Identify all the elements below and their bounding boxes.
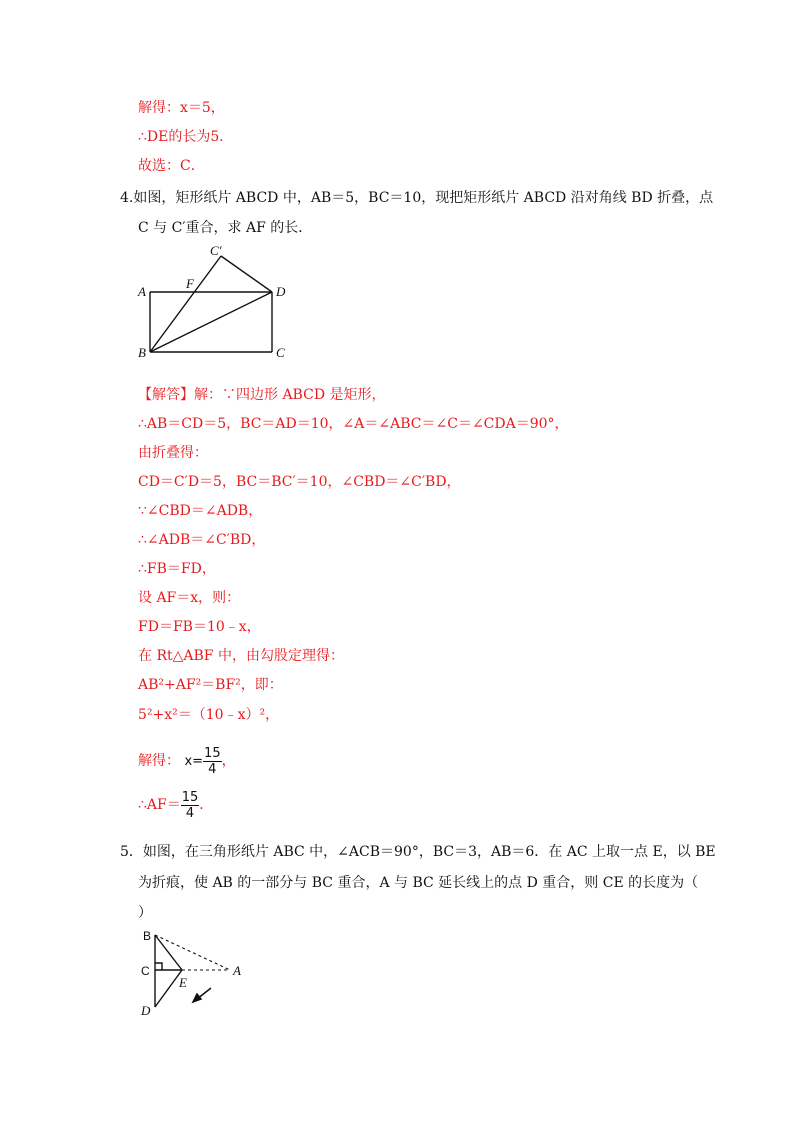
q4-stem-line-1: 4.如图，矩形纸片 ABCD 中，AB＝5，BC＝10，现把矩形纸片 ABCD 沿对角线 BD 折叠，点 [120,190,714,206]
answer-step: AB²+AF²＝BF²，即： [138,677,283,693]
answer-final-numerator: 15 [181,789,199,805]
q5-stem-line-3: ） [138,905,152,921]
prev-solution-line-2: ∴DE的长为5． [138,129,234,145]
q5-label-D: D [141,1003,151,1018]
answer-step: 设 AF＝x，则： [138,590,241,606]
q5-dashed-BA [155,935,230,970]
q5-fold-arrow-icon [193,988,211,1002]
answer-solve-lhs: x= [184,754,204,769]
q4-stem-line-2: C 与 C′重合，求 AF 的长． [138,220,313,236]
q4-diagonal-BD [150,292,272,352]
answer-final-denominator: 4 [185,805,195,821]
answer-final-line [138,786,213,824]
answer-solve-line [138,742,236,781]
answer-step: CD＝C′D＝5，BC＝BC′＝10，∠CBD＝∠C′BD， [138,474,461,490]
q4-label-B: B [138,345,146,360]
q4-edge-C-prime-D [221,256,272,292]
q5-label-A: A [233,963,241,978]
answer-intro: 解：∵四边形 ABCD 是矩形， [194,387,386,403]
q5-edge-DE [155,970,182,1007]
answer-final-tail: ． [199,797,214,813]
q5-label-C: C [141,964,150,978]
q4-rectangle-fold-figure [130,240,300,365]
answer-solve-tail: ， [221,753,236,769]
prev-solution-line-1: 解得：x＝5， [138,100,225,116]
q5-right-angle-mark [155,963,162,970]
q4-label-C: C [276,345,285,360]
answer-tag: 【解答】 [138,387,194,403]
answer-step: ∴FB＝FD， [138,561,216,577]
answer-step: ∴AB＝CD＝5，BC＝AD＝10，∠A＝∠ABC＝∠C＝∠CDA＝90°， [138,416,569,432]
answer-step: 在 Rt△ABF 中，由勾股定理得： [138,648,344,664]
q5-stem-line-2: 为折痕，使 AB 的一部分与 BC 重合，A 与 BC 延长线上的点 D 重合，则 CE 的长度为（ [138,875,699,891]
q4-label-C-prime: C′ [210,243,222,258]
q5-label-E: E [179,975,187,990]
q5-stem-line-1: 5．如图，在三角形纸片 ABC 中，∠ACB＝90°，BC＝3，AB＝6．在 AC 上取一点 E，以 BE [120,844,716,860]
prev-solution-line-3: 故选：C． [138,158,205,174]
answer-solve-denominator: 4 [208,761,217,777]
answer-step: ∵∠CBD＝∠ADB， [138,503,263,519]
answer-step: 由折叠得： [138,445,208,461]
q4-label-A: A [138,284,146,299]
answer-step: 5²+x²＝（10﹣x）²， [138,707,280,723]
answer-final-fraction [181,790,200,821]
answer-step: ∴∠ADB＝∠C′BD， [138,532,266,548]
answer-solve-fraction [203,746,222,777]
q4-edge-BC-prime [150,256,221,352]
q5-edge-BE [155,935,182,970]
q5-label-B: B [143,929,152,943]
answer-intro-line [138,385,386,405]
answer-solve-label: 解得： [138,753,180,769]
q5-triangle-fold-figure [135,925,255,1025]
answer-step: FD＝FB＝10﹣x， [138,619,261,635]
answer-solve-numerator: 15 [204,745,221,761]
q4-label-D: D [276,284,286,299]
answer-final-label: ∴AF＝ [138,797,181,813]
q4-label-F: F [186,276,194,291]
